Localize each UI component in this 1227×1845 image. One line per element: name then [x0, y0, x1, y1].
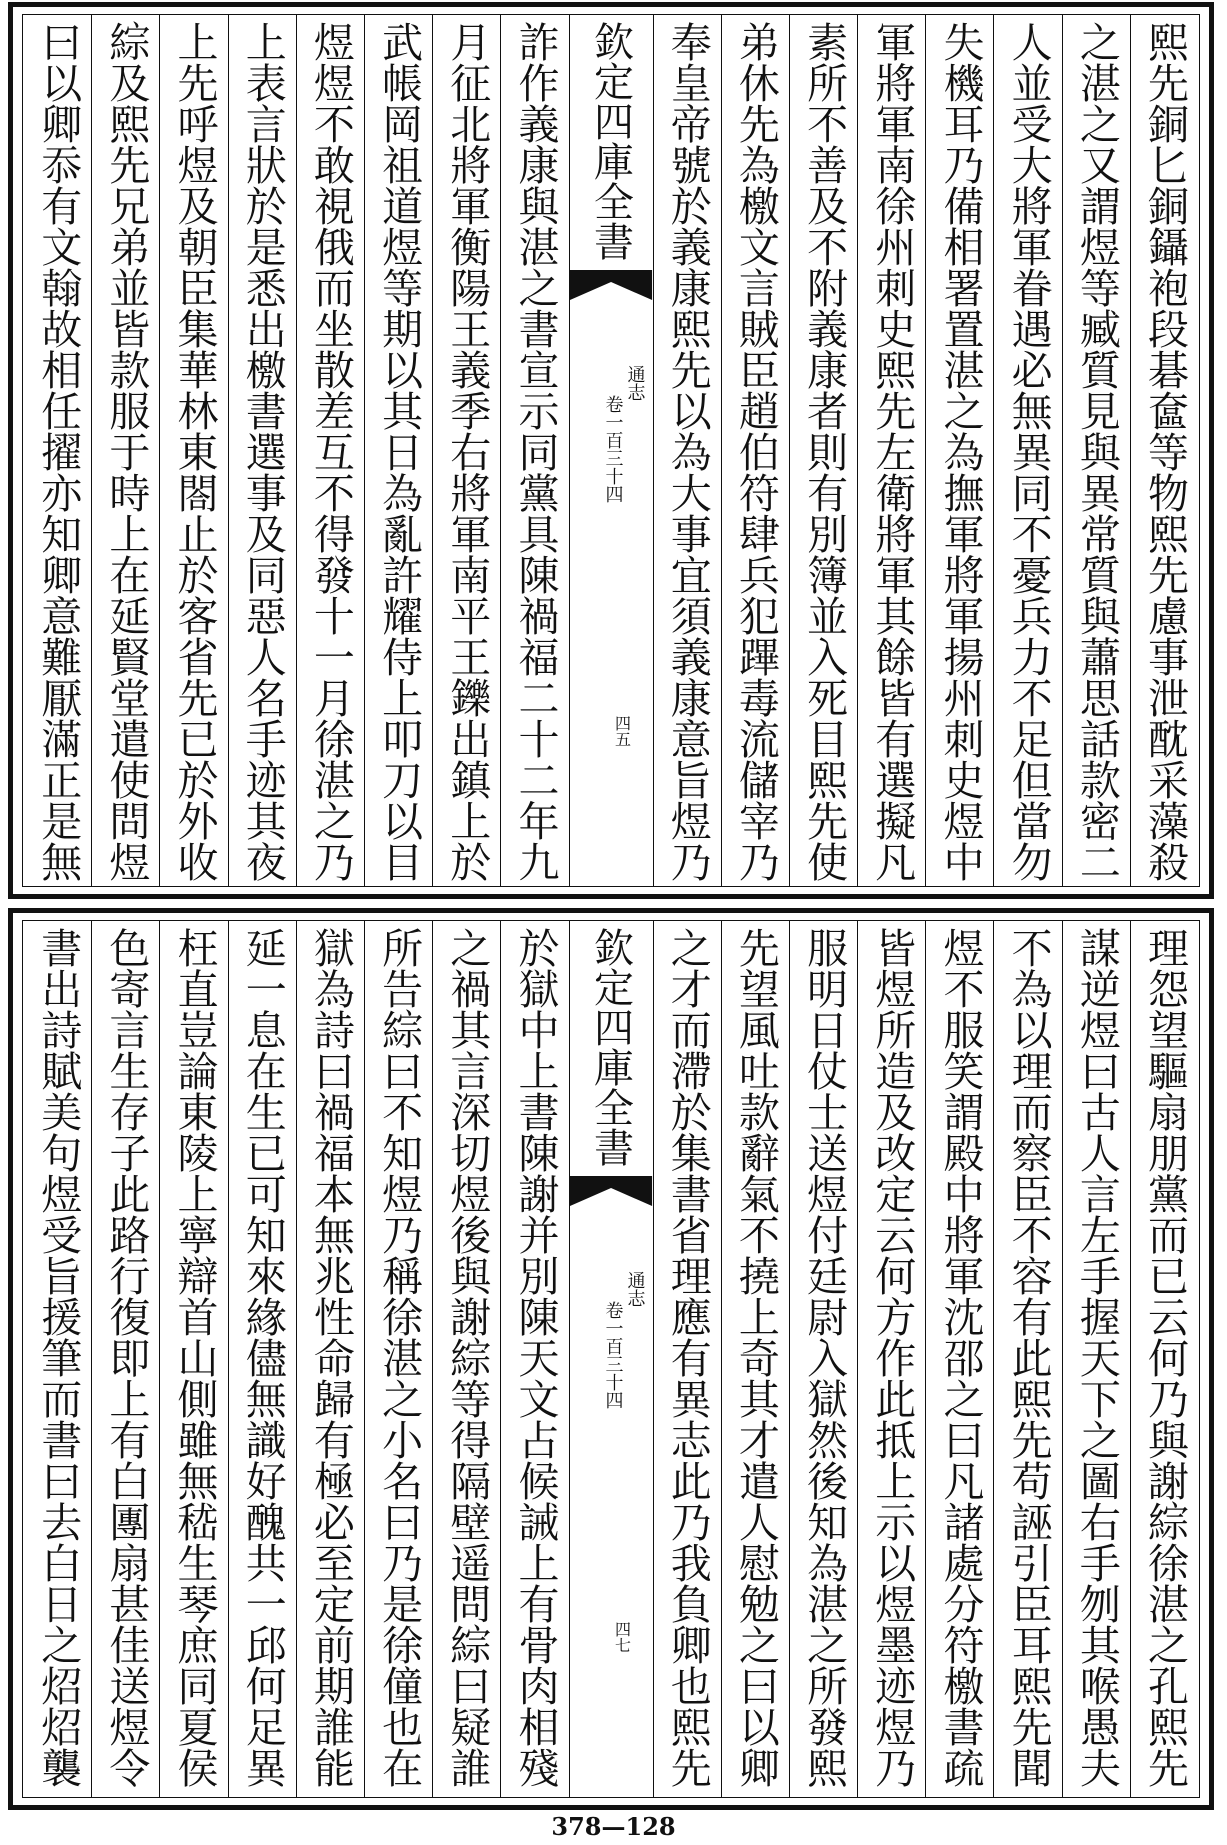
bottom-fishtail-ornament	[570, 1176, 652, 1206]
top-page-frame	[22, 14, 1200, 887]
top-column-rule	[1062, 15, 1063, 886]
top-column-rule	[91, 15, 92, 886]
bottom-right-column-4: 煜不服笑謂殿中將軍沈邵之曰凡諸處分符檄書疏	[936, 927, 985, 1788]
bottom-column-rule	[993, 921, 994, 1797]
bottom-column-rule	[721, 921, 722, 1797]
top-column-rule	[500, 15, 501, 886]
bottom-left-column-6: 枉直豈論東陵上寧辯首山側雖無嵇生琴庶同夏侯	[170, 927, 219, 1788]
bottom-left-column-1: 於獄中上書陳謝并別陳天文占候誡上有骨肉相殘	[511, 927, 560, 1788]
bottom-column-rule	[364, 921, 365, 1797]
top-column-rule	[721, 15, 722, 886]
top-banner-juan: 卷一百三十四	[602, 395, 624, 503]
top-left-column-8: 曰以卿忝有文翰故相任擢亦知卿意難厭滿正是無	[34, 21, 83, 882]
bottom-left-column-7: 色寄言生存子此路行復即上有白團扇甚佳送煜令	[102, 927, 151, 1788]
top-fishtail-ornament	[570, 270, 652, 300]
top-left-column-5: 上表言狀於是悉出檄書選事及同惡人名手迹其夜	[238, 21, 287, 882]
top-center-banner	[569, 15, 653, 886]
top-banner-page-number: 四五	[612, 715, 632, 747]
top-column-rule	[789, 15, 790, 886]
top-left-column-6: 上先呼煜及朝臣集華林東閤止於客省先已於外收	[170, 21, 219, 882]
top-banner-book-name: 通志	[624, 365, 646, 401]
bottom-column-rule	[91, 921, 92, 1797]
bottom-column-rule	[1062, 921, 1063, 1797]
bottom-left-column-4: 獄為詩曰禍福本無兆性命歸有極必至定前期誰能	[306, 927, 355, 1788]
bottom-column-rule	[857, 921, 858, 1797]
bottom-right-column-6: 服明日仗士送煜付廷尉入獄然後知為湛之所發熙	[800, 927, 849, 1788]
bottom-column-rule	[296, 921, 297, 1797]
top-column-rule	[228, 15, 229, 886]
top-left-column-2: 月征北將軍衡陽王義季右將軍南平王鑠出鎮上於	[443, 21, 492, 882]
bottom-banner-page-number: 四七	[612, 1621, 632, 1653]
bottom-banner-juan: 卷一百三十四	[602, 1301, 624, 1409]
top-right-column-7: 弟休先為檄文言賊臣趙伯符肆兵犯蹕毒流儲宰乃	[731, 21, 780, 882]
bottom-column-rule	[925, 921, 926, 1797]
bottom-right-column-7: 先望風吐款辭氣不撓上奇其才遣人慰勉之曰以卿	[731, 927, 780, 1788]
page-footer-label: 378—128	[551, 1812, 676, 1841]
top-right-column-1: 熙先銅匕銅鑷袍段碁奩等物熙先慮事泄酖采藻殺	[1141, 21, 1189, 882]
top-right-column-2: 之湛之又謂煜等臧質見與異常質與蕭思話款密二	[1072, 21, 1121, 882]
bottom-right-column-8: 之才而滯於集書省理應有異志此乃我負卿也熙先	[663, 927, 712, 1788]
bottom-banner-title: 欽定四庫全書	[587, 927, 634, 1167]
top-column-rule	[296, 15, 297, 886]
bottom-left-column-3: 所告綜曰不知煜乃稱徐湛之小名曰乃是徐僮也在	[375, 927, 424, 1788]
bottom-column-rule	[228, 921, 229, 1797]
top-column-rule	[925, 15, 926, 886]
top-left-column-7: 綜及熙先兄弟並皆款服于時上在延賢堂遣使問煜	[102, 21, 151, 882]
bottom-banner-book-name: 通志	[624, 1271, 646, 1307]
top-left-column-3: 武帳岡祖道煜等期以其日為亂許耀侍上叩刀以目	[375, 21, 424, 882]
top-column-rule	[1130, 15, 1131, 886]
top-right-column-8: 奉皇帝號於義康熙先以為大事宜須義康意旨煜乃	[663, 21, 712, 882]
top-banner-title: 欽定四庫全書	[587, 21, 634, 261]
bottom-left-column-2: 之禍其言深切煜後與謝綜等得隔壁遥問綜曰疑誰	[443, 927, 492, 1788]
bottom-center-banner	[569, 921, 653, 1797]
top-column-rule	[364, 15, 365, 886]
bottom-column-rule	[159, 921, 160, 1797]
bottom-column-rule	[432, 921, 433, 1797]
top-right-column-5: 軍將軍南徐州刺史熙先左衛將軍其餘皆有選擬凡	[868, 21, 917, 882]
top-left-column-4: 煜煜不敢視俄而坐散差互不得發十一月徐湛之乃	[306, 21, 355, 882]
bottom-column-rule	[789, 921, 790, 1797]
bottom-right-column-5: 皆煜所造及改定云何方作此抵上示以煜墨迹煜乃	[868, 927, 917, 1788]
bottom-left-column-5: 延一息在生已可知來緣儘無識好醜共一邱何足異	[238, 927, 287, 1788]
top-column-rule	[159, 15, 160, 886]
bottom-page	[8, 908, 1214, 1810]
top-column-rule	[857, 15, 858, 886]
bottom-page-frame	[22, 920, 1200, 1798]
bottom-right-column-2: 謀逆煜曰古人言左手握天下之圖右手刎其喉愚夫	[1072, 927, 1121, 1788]
bottom-left-column-8: 書出詩賦美句煜受旨援筆而書曰去白日之炤炤襲	[34, 927, 83, 1788]
bottom-right-column-1: 理怨望驅扇朋黨而已云何乃與謝綜徐湛之孔熙先	[1141, 927, 1189, 1788]
top-column-rule	[993, 15, 994, 886]
top-left-column-1: 詐作義康與湛之書宣示同黨具陳禍福二十二年九	[511, 21, 560, 882]
top-column-rule	[432, 15, 433, 886]
bottom-column-rule	[500, 921, 501, 1797]
bottom-column-rule	[1130, 921, 1131, 1797]
top-right-column-3: 人並受大將軍眷遇必無異同不憂兵力不足但當勿	[1004, 21, 1053, 882]
bottom-right-column-3: 不為以理而察臣不容有此熙先苟誣引臣耳熙先聞	[1004, 927, 1053, 1788]
top-page	[8, 2, 1214, 899]
top-right-column-4: 失機耳乃備相署置湛之為撫軍將軍揚州刺史煜中	[936, 21, 985, 882]
top-right-column-6: 素所不善及不附義康者則有別簿並入死目熙先使	[800, 21, 849, 882]
